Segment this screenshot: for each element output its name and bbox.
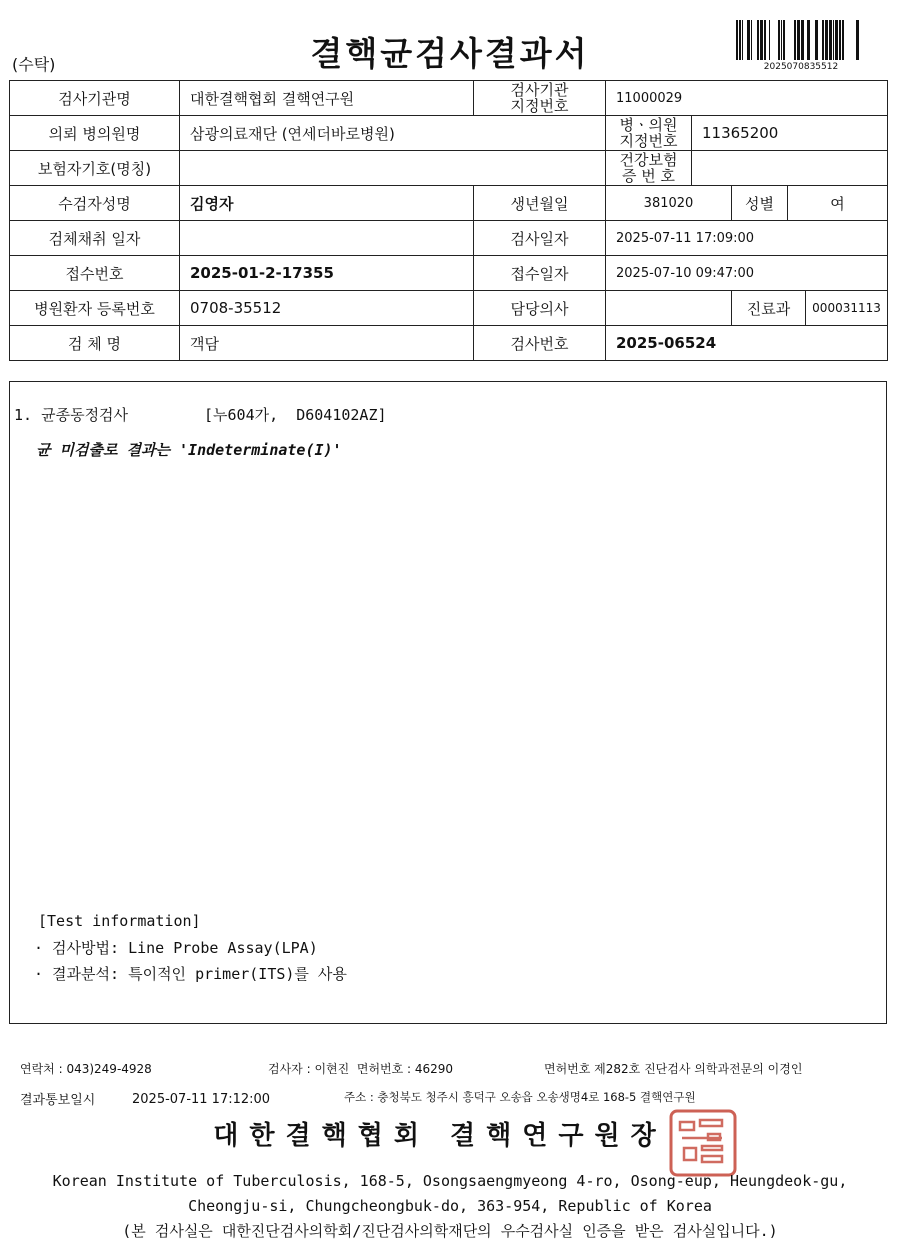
barcode-bar	[781, 20, 782, 60]
birth-label: 생년월일	[474, 186, 606, 221]
receipt-label: 접수번호	[10, 256, 180, 291]
barcode-bar	[764, 20, 766, 60]
address: 주소 : 충청북도 청주시 흥덕구 오송읍 오송생명4로 168-5 결핵연구원	[344, 1090, 696, 1104]
info-table	[9, 80, 888, 361]
barcode-bar	[747, 20, 750, 60]
lab-id: 11000029	[606, 81, 888, 116]
result-comment: 균 미검출로 결과는 'Indeterminate(I)'	[36, 441, 342, 459]
barcode-bar	[842, 20, 844, 60]
insured-value	[180, 151, 606, 186]
patient-label: 수검자성명	[10, 186, 180, 221]
barcode-bar	[801, 20, 804, 60]
barcode-number: 2025070835512	[763, 62, 839, 72]
barcode-bar	[783, 20, 785, 60]
notify-time: 2025-07-11 17:12:00	[132, 1092, 271, 1107]
certification-note: (본 검사실은 대한진단검사의학회/진단검사의학재단의 우수검사실 인증을 받은 검사실입니다.)	[122, 1222, 778, 1240]
barcode-bar	[757, 20, 759, 60]
reg-label: 병원환자 등록번호	[10, 291, 180, 326]
result-code: [누604가, D604102AZ]	[204, 406, 387, 424]
health-ins-label: 건강보험 증 번 호	[606, 151, 692, 186]
barcode-bar	[739, 20, 741, 60]
barcode-bar	[751, 20, 752, 60]
contract-label: (수탁)	[12, 55, 56, 74]
test-number: 2025-06524	[606, 326, 888, 361]
barcode-bar	[760, 20, 763, 60]
health-ins-value	[692, 151, 888, 186]
receipt-date: 2025-07-10 09:47:00	[606, 256, 888, 291]
insured-label: 보험자기호(명칭)	[10, 151, 180, 186]
receipt-date-label: 접수일자	[474, 256, 606, 291]
test-no-label: 검사번호	[474, 326, 606, 361]
barcode-bar	[794, 20, 796, 60]
clinic-id: 11365200	[692, 116, 888, 151]
doctor-value	[606, 291, 732, 326]
barcode	[736, 20, 866, 60]
specimen-value: 객담	[180, 326, 474, 361]
test-analysis: · 결과분석: 특이적인 primer(ITS)를 사용	[34, 965, 347, 983]
barcode-bar	[797, 20, 800, 60]
dept-label: 진료과	[732, 291, 806, 326]
barcode-bar	[815, 20, 818, 60]
barcode-bar	[825, 20, 828, 60]
clinic-id-label: 병ㆍ의원 지정번호	[606, 116, 692, 151]
barcode-bar	[769, 20, 770, 60]
test-date-label: 검사일자	[474, 221, 606, 256]
lab-name-label: 검사기관명	[10, 81, 180, 116]
reg-number: 0708-35512	[180, 291, 474, 326]
barcode-bar	[742, 20, 743, 60]
contact-info: 연락처 : 043)249-4928	[20, 1062, 152, 1076]
lab-id-label: 검사기관 지정번호	[474, 81, 606, 116]
client-label: 의뢰 병의원명	[10, 116, 180, 151]
barcode-bar	[736, 20, 738, 60]
collect-label: 검체채취 일자	[10, 221, 180, 256]
institute-name: 대한결핵협회 결핵연구원장	[213, 1121, 667, 1151]
barcode-bar	[856, 20, 859, 60]
sex-value: 여	[788, 186, 888, 221]
barcode-bar	[835, 20, 838, 60]
specimen-label: 검 체 명	[10, 326, 180, 361]
client-name: 삼광의료재단 (연세더바로병원)	[180, 116, 606, 151]
barcode-bar	[807, 20, 810, 60]
barcode-bar	[778, 20, 780, 60]
test-method: · 검사방법: Line Probe Assay(LPA)	[34, 939, 318, 957]
document-title: 결핵균검사결과서	[310, 34, 590, 73]
barcode-bar	[829, 20, 832, 60]
english-address-2: Cheongju-si, Chungcheongbuk-do, 363-954, Republic of Korea	[188, 1197, 712, 1215]
notify-label: 결과통보일시	[20, 1093, 96, 1108]
specialist-info: 면허번호 제282호 진단검사 의학과전문의 이경인	[544, 1062, 803, 1076]
patient-name: 김영자	[180, 186, 474, 221]
barcode-bar	[839, 20, 841, 60]
barcode-bar	[822, 20, 824, 60]
test-date: 2025-07-11 17:09:00	[606, 221, 888, 256]
sex-label: 성별	[732, 186, 788, 221]
test-info-header: [Test information]	[38, 912, 201, 930]
receipt-number: 2025-01-2-17355	[180, 256, 474, 291]
result-item: 1. 균종동정검사	[14, 406, 129, 424]
doctor-label: 담당의사	[474, 291, 606, 326]
lab-name: 대한결핵협회 결핵연구원	[180, 81, 474, 116]
birth-date: 381020	[606, 186, 732, 221]
tester-info: 검사자 : 이현진 면허번호 : 46290	[268, 1062, 454, 1076]
collect-date	[180, 221, 474, 256]
dept-value: 000031113	[806, 291, 888, 326]
english-address-1: Korean Institute of Tuberculosis, 168-5, Osongsaengmyeong 4-ro, Osong-eup, Heungdeok-gu,	[52, 1172, 848, 1190]
barcode-bar	[833, 20, 834, 60]
